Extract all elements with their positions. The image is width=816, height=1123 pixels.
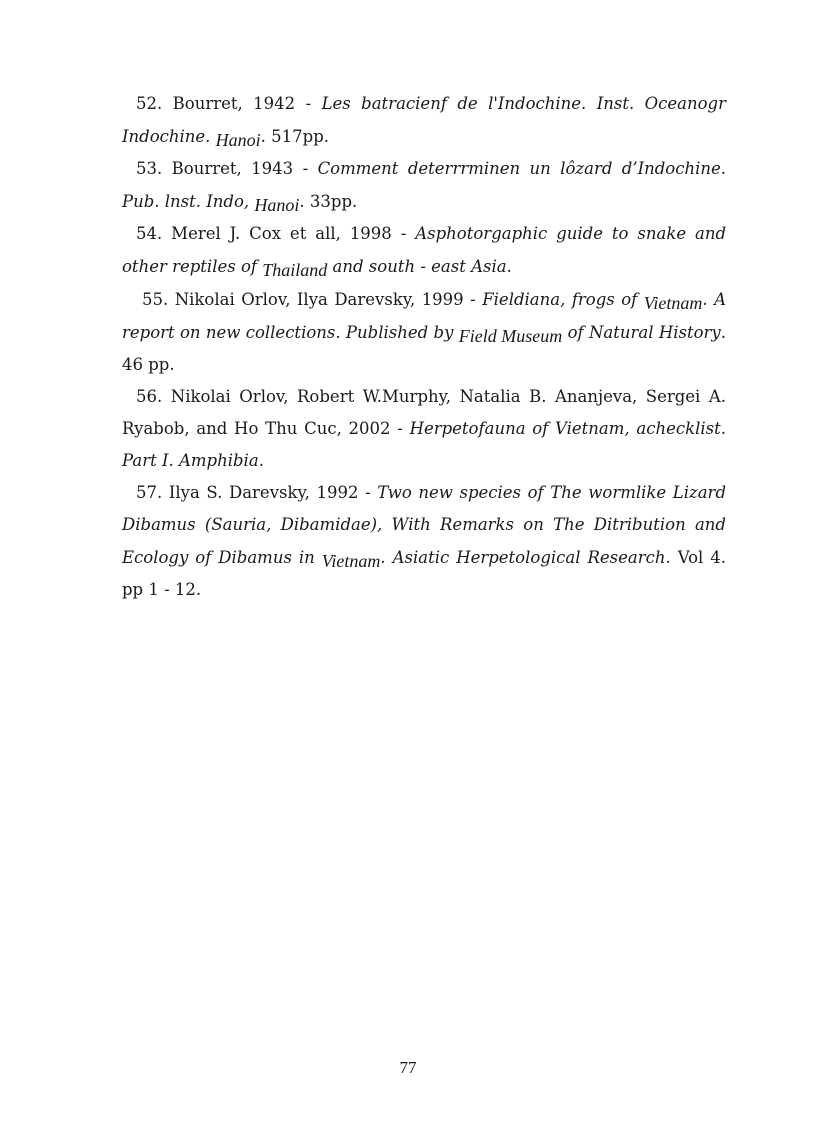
reference-place: Hanoi bbox=[254, 195, 300, 215]
page-number: 77 bbox=[399, 1058, 417, 1077]
reference-number: 55. bbox=[142, 290, 169, 309]
reference-author: Ilya S. Darevsky, bbox=[168, 483, 310, 502]
reference-number: 57. bbox=[136, 483, 163, 502]
reference-title-continued: . A report on new collections. Published by bbox=[122, 290, 727, 342]
reference-year: 1999 bbox=[421, 290, 464, 309]
reference-title-end: of Natural History bbox=[567, 323, 721, 342]
reference-year: 1942 bbox=[253, 94, 296, 113]
reference-tail: . 46 pp. bbox=[122, 323, 726, 374]
reference-tail: . 517pp. bbox=[260, 127, 330, 146]
reference-tail: . Vol 4. pp 1 - 12. bbox=[122, 548, 727, 599]
reference-author: Nikolai Orlov, Robert W.Murphy, Natalia B. Ananjeva, Sergei A. Ryabob, and Ho Thu Cuc, bbox=[122, 387, 726, 438]
reference-item-57 bbox=[122, 477, 726, 606]
reference-separator: - bbox=[302, 159, 309, 178]
reference-item-54 bbox=[122, 218, 726, 283]
reference-item-56 bbox=[122, 381, 726, 477]
reference-separator: - bbox=[470, 290, 476, 309]
reference-title: Comment deterrrminen un lôzard d’Indochine. Pub. lnst. Indo, bbox=[122, 159, 727, 211]
reference-number: 56. bbox=[136, 387, 163, 406]
reference-item-53 bbox=[122, 153, 726, 218]
reference-title: Fieldiana, frogs of bbox=[482, 290, 638, 309]
reference-title: Asphotorgaphic guide to snake and other reptiles of bbox=[122, 224, 727, 276]
reference-item-55 bbox=[122, 283, 726, 381]
reference-author: Bourret, bbox=[172, 94, 243, 113]
reference-tail: . 33pp. bbox=[299, 192, 358, 211]
reference-separator: - bbox=[400, 224, 407, 243]
reference-year: 2002 bbox=[348, 419, 391, 438]
reference-number: 53. bbox=[136, 159, 163, 178]
reference-year: 1992 bbox=[316, 483, 359, 502]
reference-author: Nikolai Orlov, Ilya Darevsky, bbox=[174, 290, 416, 309]
reference-title: Herpetofauna of Vietnam, achecklist. Part I. Amphibia bbox=[122, 419, 726, 470]
reference-publisher-place: Field Museum bbox=[458, 326, 563, 346]
reference-number: 54. bbox=[136, 224, 163, 243]
reference-year: 1998 bbox=[349, 224, 392, 243]
reference-separator: - bbox=[397, 419, 403, 438]
reference-tail: . bbox=[258, 451, 264, 470]
reference-number: 52. bbox=[136, 94, 163, 113]
reference-year: 1943 bbox=[251, 159, 294, 178]
reference-item-52 bbox=[122, 88, 726, 153]
reference-list bbox=[122, 88, 726, 606]
reference-title: Les batracienf de l'Indochine. Inst. Oceanogr Indochine. bbox=[122, 94, 726, 146]
reference-title-continued: and south - east Asia bbox=[332, 257, 507, 276]
reference-title: Two new species of The wormlike Lizard Dibamus (Sauria, Dibamidae), With Remarks on The Ditribution and Ecology of Dibamus in bbox=[122, 483, 726, 567]
reference-place: Hanoi bbox=[215, 130, 261, 150]
reference-place: Vietnam bbox=[321, 551, 381, 571]
reference-place: Thailand bbox=[262, 260, 328, 280]
reference-author: Merel J. Cox et all, bbox=[171, 224, 341, 243]
reference-title-continued: . Asiatic Herpetological Research bbox=[380, 548, 666, 567]
reference-separator: - bbox=[305, 94, 312, 113]
reference-author: Bourret, bbox=[171, 159, 242, 178]
reference-separator: - bbox=[365, 483, 371, 502]
reference-place: Vietnam bbox=[643, 293, 703, 313]
reference-tail: . bbox=[506, 257, 512, 276]
